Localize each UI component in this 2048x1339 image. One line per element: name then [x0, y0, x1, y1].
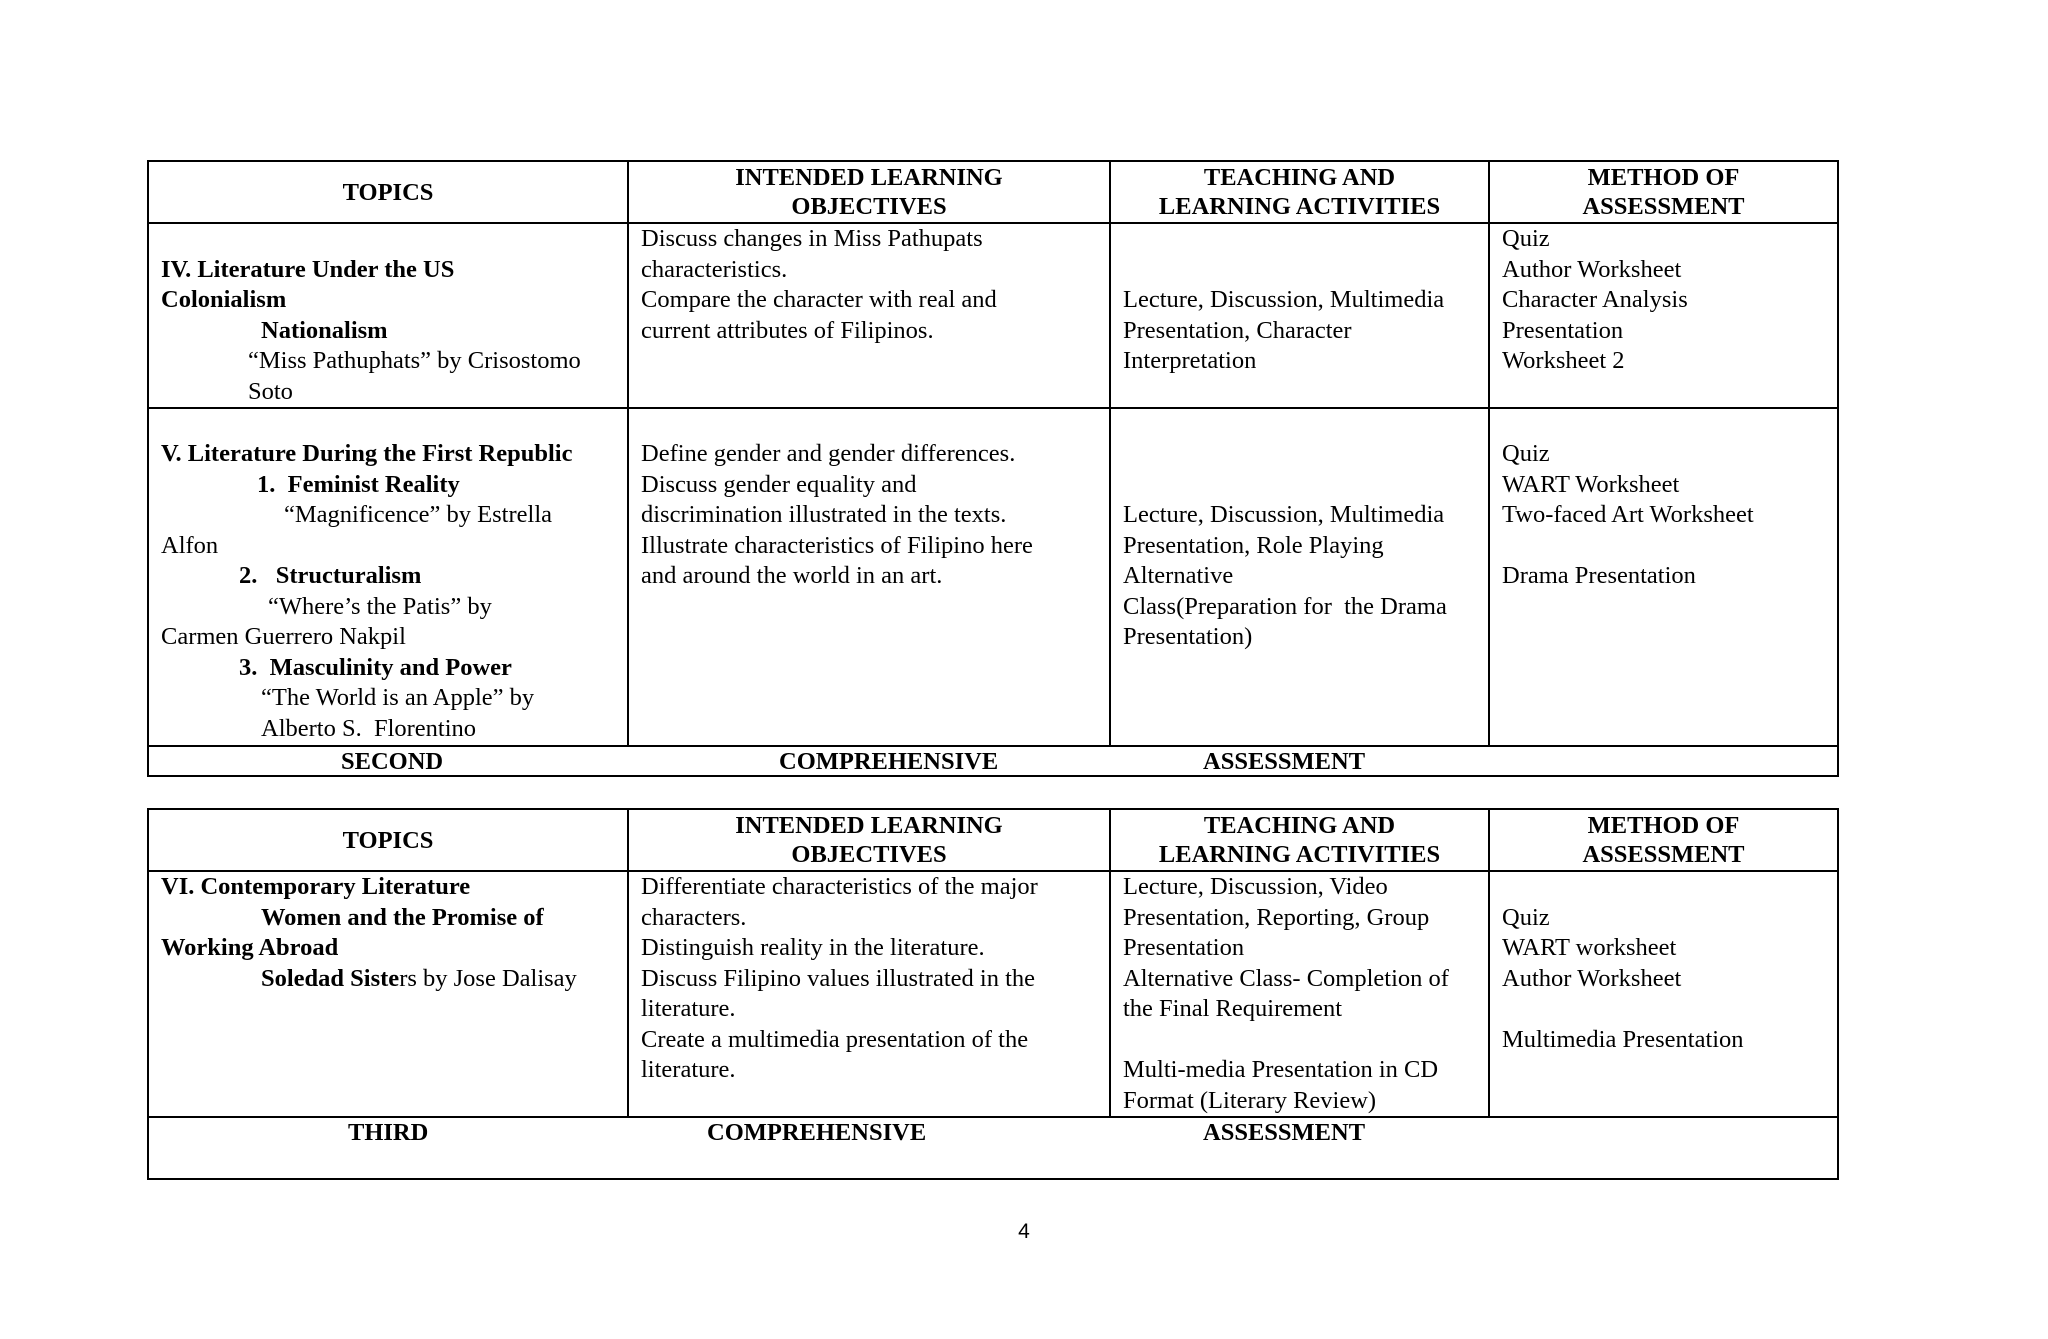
header-teaching-learning-activities: TEACHING AND LEARNING ACTIVITIES [1110, 809, 1489, 871]
assessment-line: Drama Presentation [1502, 562, 1696, 589]
activity-line: Lecture, Discussion, Multimedia [1123, 501, 1445, 528]
topic-work: Alfon [161, 531, 219, 559]
header-intended-learning-objectives: INTENDED LEARNING OBJECTIVES [628, 161, 1110, 223]
activity-line: Presentation, Reporting, Group [1123, 903, 1430, 931]
objective-line: and around the world in an art. [641, 562, 943, 589]
topic-work: “Where’s the Patis” by [268, 592, 492, 620]
header-row [148, 809, 1838, 871]
topic-cell [148, 871, 628, 1117]
objective-line: Differentiate characteristics of the major [641, 873, 1038, 900]
topic-work [161, 964, 615, 995]
activity-line: Presentation) [1123, 623, 1253, 650]
assessment-line: Presentation [1502, 316, 1624, 344]
footer-word: ASSESSMENT [1203, 1119, 1366, 1146]
activity-line: Interpretation [1123, 347, 1257, 374]
activity-line: the Final Requirement [1123, 995, 1343, 1022]
objectives-cell [628, 223, 1110, 408]
syllabus-table-1 [147, 160, 1839, 777]
header-method-of-assessment: METHOD OF ASSESSMENT [1489, 809, 1838, 871]
objectives-cell [628, 408, 1110, 746]
topic-item-title: 3. Masculinity and Power [239, 653, 512, 681]
assessment-line: WART worksheet [1502, 934, 1677, 961]
activity-line: Presentation [1123, 934, 1245, 961]
footer-cell [148, 1117, 1838, 1179]
objective-line: Illustrate characteristics of Filipino here [641, 531, 1033, 559]
header-teaching-learning-activities: TEACHING AND LEARNING ACTIVITIES [1110, 161, 1489, 223]
table-row [148, 223, 1838, 408]
assessment-cell [1489, 408, 1838, 746]
assessment-line: Author Worksheet [1502, 255, 1682, 283]
assessment-line: Two-faced Art Worksheet [1502, 501, 1754, 528]
topic-work-bold: Soledad Siste [261, 964, 400, 992]
topic-item-title: 1. Feminist Reality [257, 470, 460, 498]
assessment-line: Character Analysis [1502, 286, 1688, 313]
activity-line: Alternative [1123, 562, 1234, 589]
objective-line: Discuss changes in Miss Pathupats [641, 225, 983, 252]
topic-work: Soto [248, 377, 293, 405]
assessment-line: WART Worksheet [1502, 470, 1680, 498]
topic-cell [148, 408, 628, 746]
header-row [148, 161, 1838, 223]
header-intended-learning-objectives: INTENDED LEARNING OBJECTIVES [628, 809, 1110, 871]
header-method-of-assessment: METHOD OF ASSESSMENT [1489, 161, 1838, 223]
topic-title: IV. Literature Under the US [161, 255, 455, 283]
topic-title: VI. Contemporary Literature [161, 873, 471, 900]
footer-cell [148, 746, 1838, 776]
topic-work: “Magnificence” by Estrella [284, 501, 553, 528]
objective-line: characteristics. [641, 255, 788, 283]
activities-cell [1110, 223, 1489, 408]
objective-line: Discuss Filipino values illustrated in the [641, 964, 1036, 992]
topic-work-rest: rs by Jose Dalisay [399, 964, 577, 992]
objective-line: Compare the character with real and [641, 286, 997, 313]
topic-cell [148, 223, 628, 408]
assessment-line: Quiz [1502, 440, 1550, 467]
objectives-cell [628, 871, 1110, 1117]
footer-word: COMPREHENSIVE [707, 1119, 927, 1146]
topic-item-title: 2. Structuralism [239, 562, 422, 589]
topic-work: Alberto S. Florentino [261, 714, 477, 742]
objective-line: Discuss gender equality and [641, 470, 917, 498]
footer-row [148, 1117, 1838, 1179]
objective-line: characters. [641, 903, 747, 931]
footer-word: COMPREHENSIVE [779, 748, 999, 775]
assessment-line [1502, 994, 1825, 1025]
assessment-line: Multimedia Presentation [1502, 1025, 1744, 1053]
footer-word: SECOND [341, 748, 444, 775]
syllabus-table-2 [147, 808, 1839, 1180]
topic-title: V. Literature During the First Republic [161, 440, 573, 467]
activity-line: Alternative Class- Completion of [1123, 964, 1449, 992]
header-topics: TOPICS [148, 809, 628, 871]
topic-work: “Miss Pathuphats” by Crisostomo [248, 347, 581, 374]
activity-line: Multi-media Presentation in CD [1123, 1056, 1439, 1083]
objective-line: Create a multimedia presentation of the [641, 1025, 1029, 1053]
objective-line: current attributes of Filipinos. [641, 316, 934, 344]
footer-row [148, 746, 1838, 776]
table-row [148, 871, 1838, 1117]
objective-line: literature. [641, 995, 736, 1022]
topic-subtitle: Working Abroad [161, 934, 339, 961]
assessment-line: Quiz [1502, 903, 1550, 931]
activities-cell [1110, 408, 1489, 746]
assessment-line: Quiz [1502, 225, 1550, 252]
footer-word: ASSESSMENT [1203, 748, 1366, 775]
assessment-line: Worksheet 2 [1502, 347, 1625, 374]
activity-line: Format (Literary Review) [1123, 1086, 1377, 1114]
activity-line: Class(Preparation for the Drama [1123, 592, 1447, 620]
topic-subtitle: Women and the Promise of [261, 903, 544, 931]
topic-work: “The World is an Apple” by [261, 684, 535, 711]
activity-line: Lecture, Discussion, Multimedia [1123, 286, 1445, 313]
objective-line: Define gender and gender differences. [641, 440, 1016, 467]
topic-work: Carmen Guerrero Nakpil [161, 623, 406, 650]
activities-cell [1110, 871, 1489, 1117]
assessment-cell [1489, 871, 1838, 1117]
activity-line: Presentation, Character [1123, 316, 1352, 344]
table-row [148, 408, 1838, 746]
assessment-cell [1489, 223, 1838, 408]
topic-subtitle: Nationalism [261, 316, 388, 344]
objective-line: discrimination illustrated in the texts. [641, 501, 1007, 528]
activity-line: Lecture, Discussion, Video [1123, 873, 1388, 900]
page-number: 4 [1018, 1220, 1030, 1243]
topic-title: Colonialism [161, 286, 287, 313]
assessment-line [1502, 531, 1825, 562]
activity-line: Presentation, Role Playing [1123, 531, 1384, 559]
footer-word: THIRD [348, 1119, 429, 1146]
assessment-line: Author Worksheet [1502, 964, 1682, 992]
activity-line [1123, 1025, 1476, 1056]
objective-line: literature. [641, 1056, 736, 1083]
header-topics: TOPICS [148, 161, 628, 223]
objective-line: Distinguish reality in the literature. [641, 934, 985, 961]
